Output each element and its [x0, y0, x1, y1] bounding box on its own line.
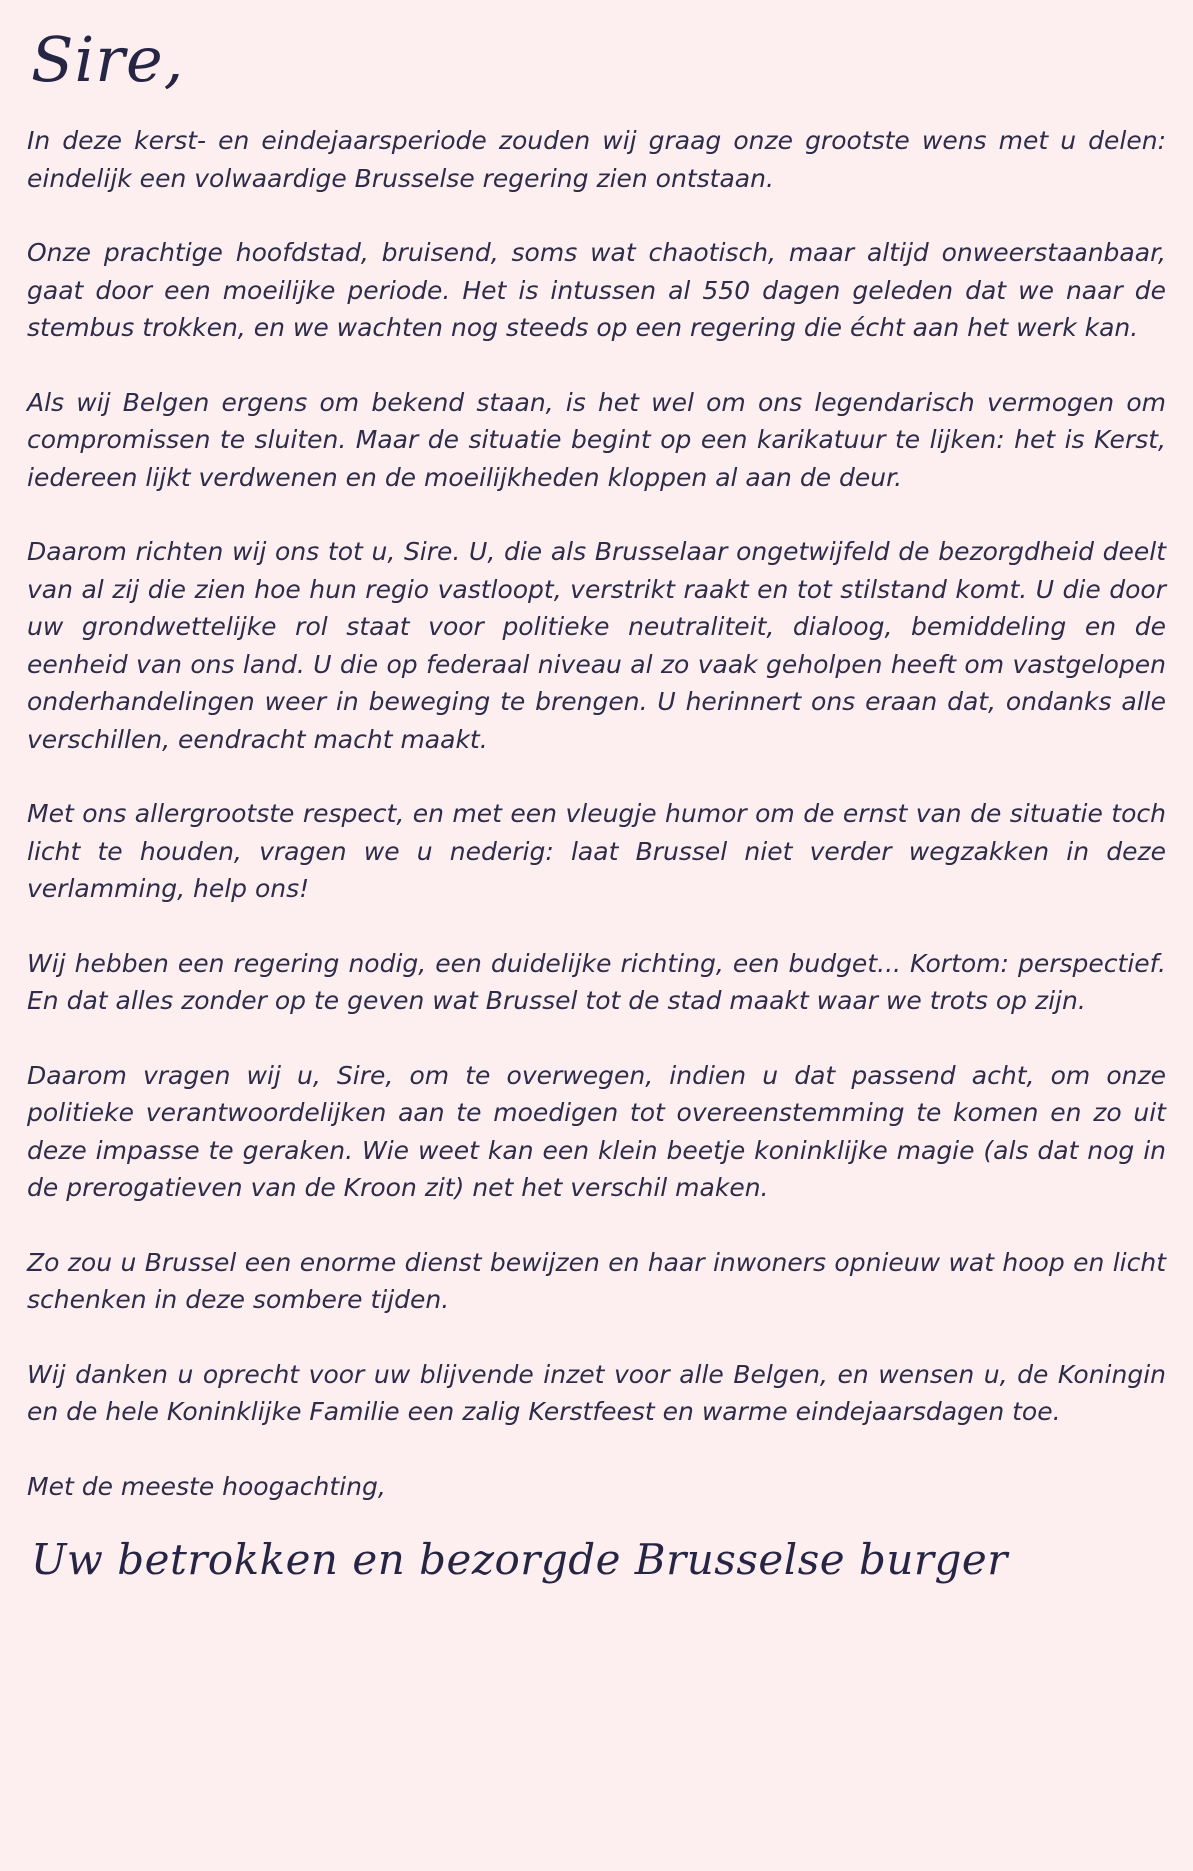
paragraph-wish: In deze kerst- en eindejaarsperiode zouden wij graag onze grootste wens met u delen: eindelijk een volwaardige Brusselse regering zien ontstaan. — [27, 126, 1166, 193]
paragraph-compromise: Als wij Belgen ergens om bekend staan, is het wel om ons legendarisch vermogen om compromissen te sluiten. Maar de situatie begint op een karikatuur te lijken: het is Kerst, iedereen lijkt verdwenen en de moeilijkheden kloppen al aan de deur. — [27, 387, 1166, 492]
paragraph-humble-request: Met ons allergrootste respect, en met een vleugje humor om de ernst van de situatie toch licht te houden, vragen we u nederig: laat Brussel niet verder wegzakken in deze verlamming, help ons! — [27, 799, 1166, 904]
salutation: Sire, — [31, 23, 185, 96]
closing-line: Met de meeste hoogachting, — [27, 1471, 386, 1501]
signature: Uw betrokken en bezorgde Brusselse burger — [31, 1535, 1008, 1585]
paragraph-thanks: Wij danken u oprecht voor uw blijvende inzet voor alle Belgen, en wensen u, de Koningin en de hele Koninklijke Familie een zalig Kerstfeest en warme eindejaarsdagen toe. — [27, 1359, 1166, 1427]
letter-body — [27, 122, 1166, 1431]
paragraph-needs: Wij hebben een regering nodig, een duidelijke richting, een budget... Kortom: perspectief. En dat alles zonder op te geven wat Brussel tot de stad maakt waar we trots op zijn. — [27, 948, 1166, 1016]
paragraph-capital-crisis: Onze prachtige hoofdstad, bruisend, soms wat chaotisch, maar altijd onweerstaanbaar, gaat door een moeilijke periode. Het is intussen al 550 dagen geleden dat we naar de stembus trokken, en we wachten nog steeds op een regering die écht aan het werk kan. — [27, 238, 1166, 343]
paragraph-hope: Zo zou u Brussel een enorme dienst bewijzen en haar inwoners opnieuw wat hoop en licht schenken in deze sombere tijden. — [27, 1247, 1166, 1315]
paragraph-royal-magic: Daarom vragen wij u, Sire, om te overwegen, indien u dat passend acht, om onze politieke verantwoordelijken aan te moedigen tot overeenstemming te komen en zo uit deze impasse te geraken. Wie weet kan een klein beetje koninklijke magie (als dat nog in de prerogatieven van de Kroon zit) net het verschil maken. — [27, 1060, 1166, 1203]
paragraph-appeal-to-king: Daarom richten wij ons tot u, Sire. U, die als Brusselaar ongetwijfeld de bezorgdheid deelt van al zij die zien hoe hun regio vastloopt, verstrikt raakt en tot stilstand komt. U die door uw grondwettelijke rol staat voor politieke neutraliteit, dialoog, bemiddeling en de eenheid van ons land. U die op federaal niveau al zo vaak geholpen heeft om vastgelopen onderhandelingen weer in beweging te brengen. U herinnert ons eraan dat, ondanks alle verschillen, eendracht macht maakt. — [27, 537, 1166, 754]
